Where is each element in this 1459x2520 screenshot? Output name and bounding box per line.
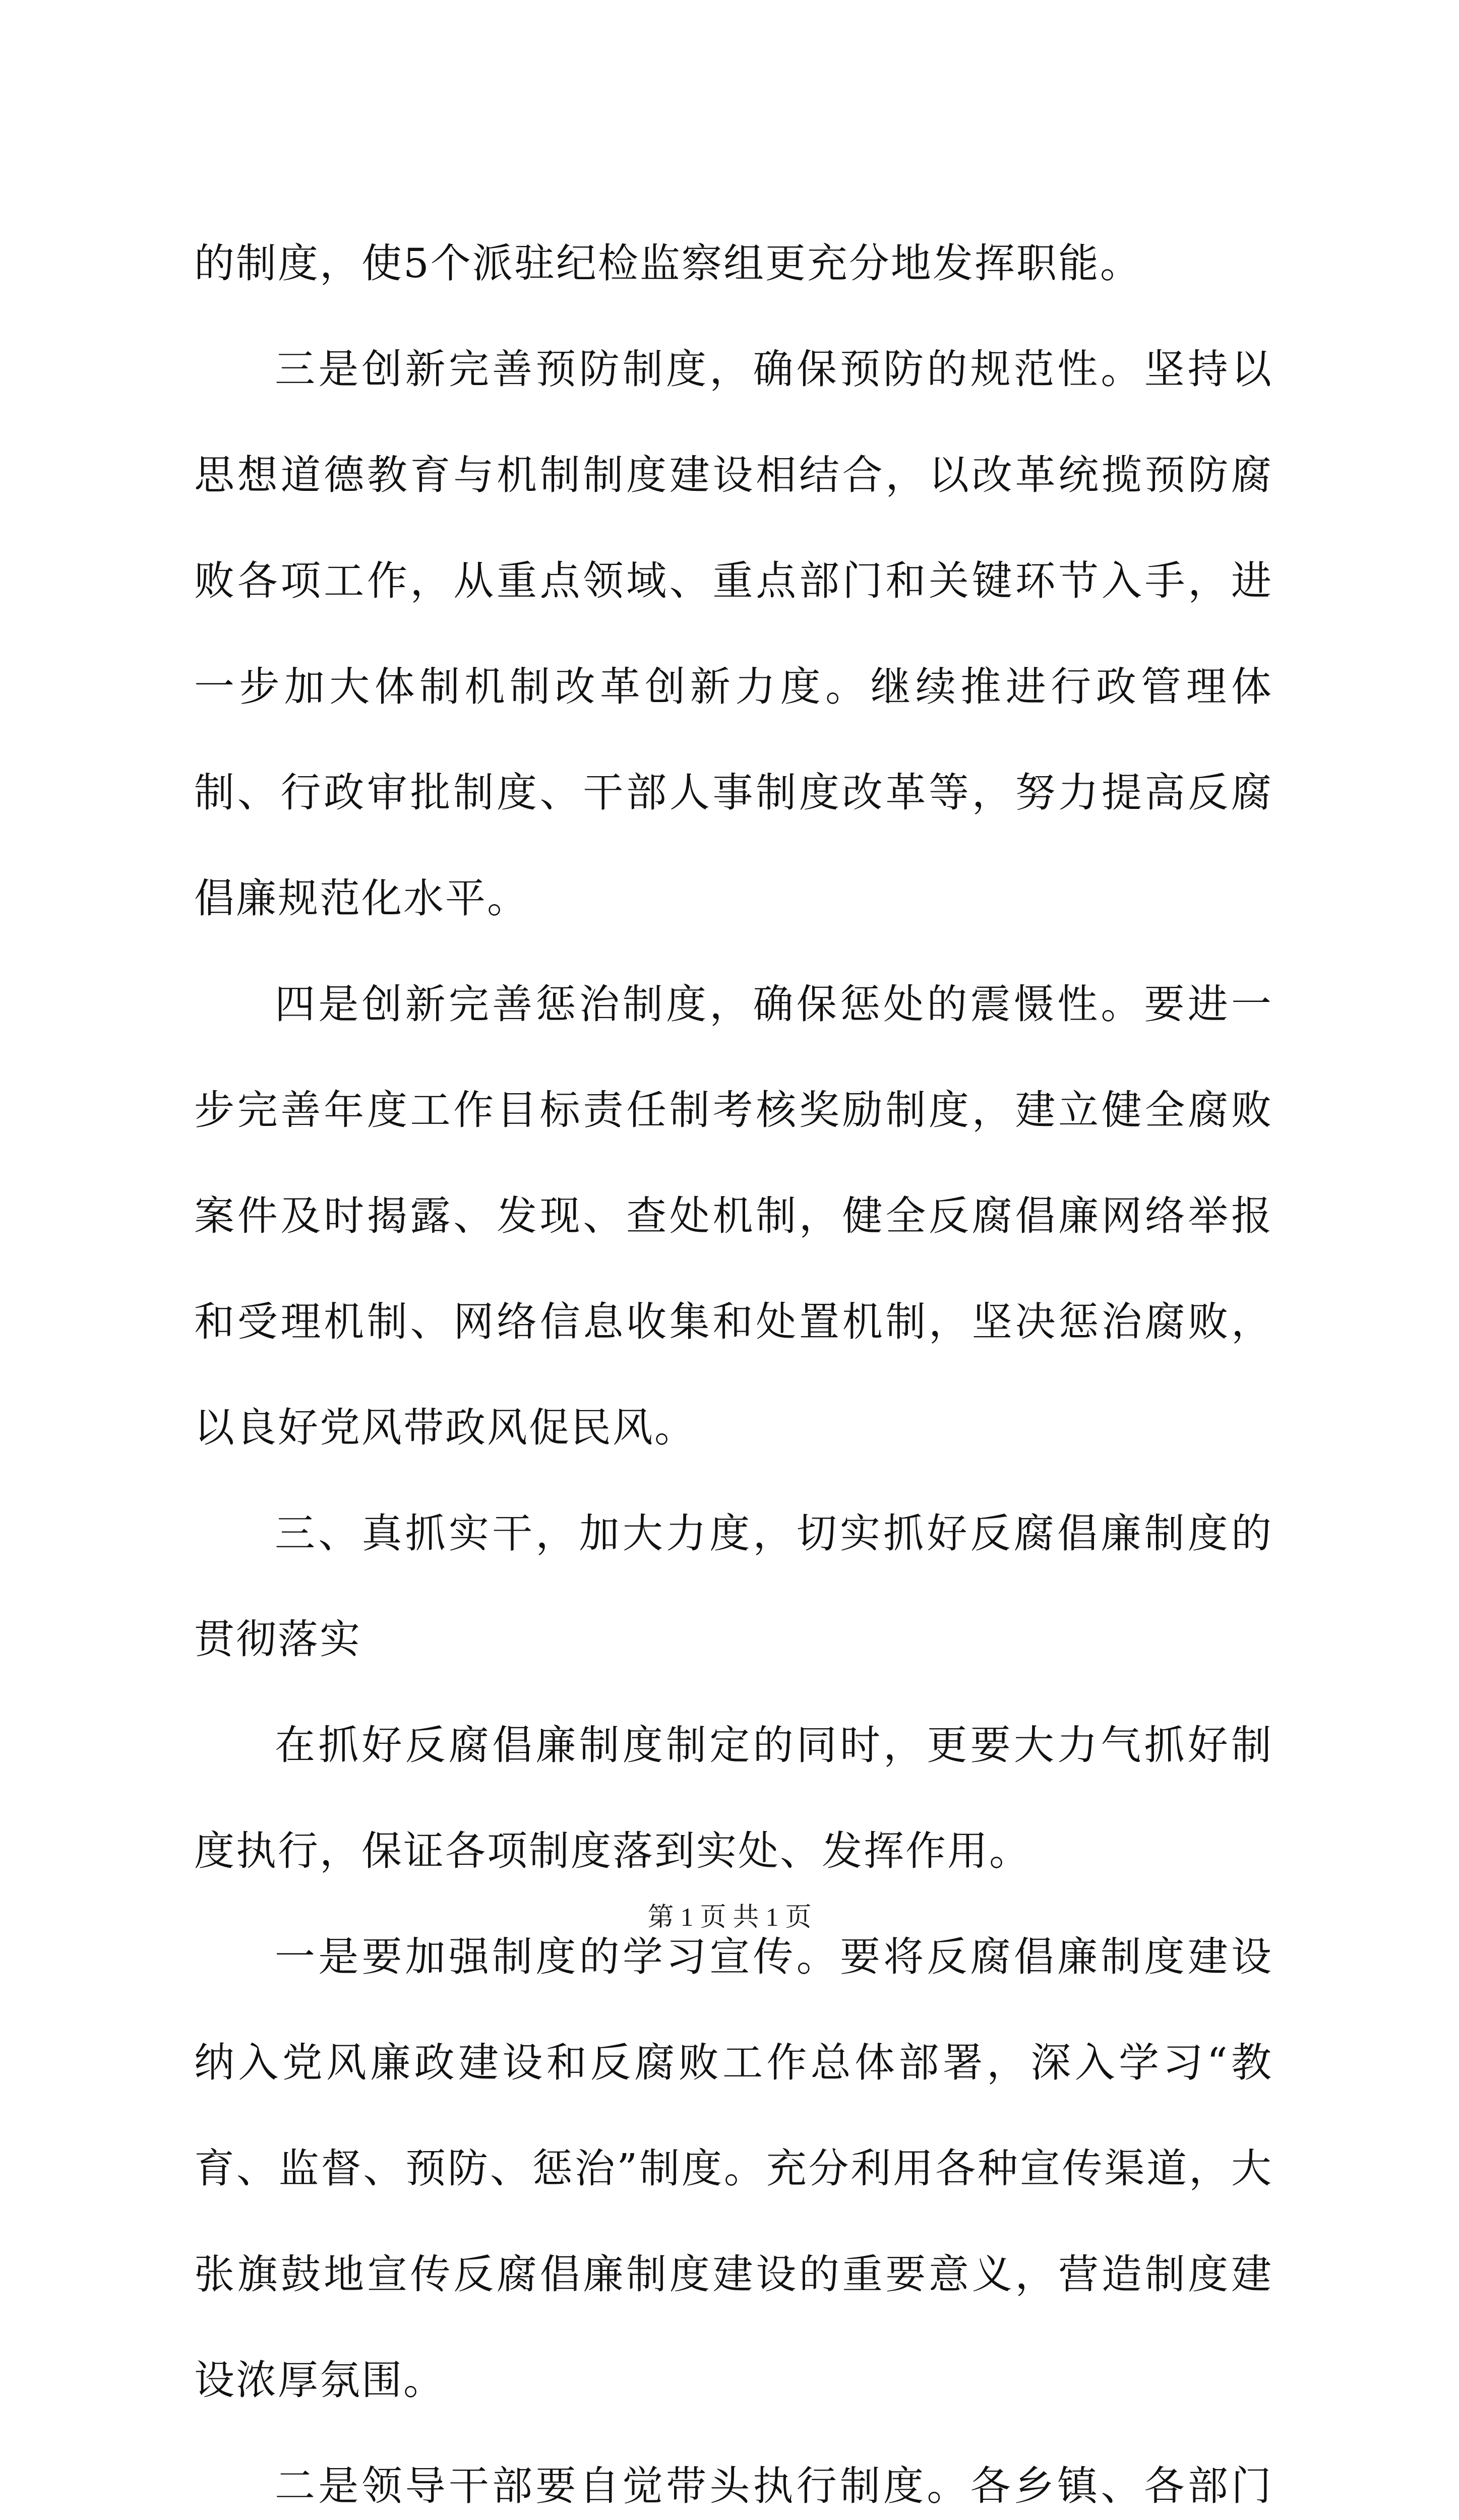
paragraph-2: 三是创新完善预防制度，确保预防的规范性。坚持以思想道德教育与机制制度建设相结合，以改革统揽预防腐败各项工作，从重点领域、重点部门和关键环节入手，进一步加大体制机制改革创新力度。继续推进行政管理体制、行政审批制度、干部人事制度改革等，努力提高反腐倡廉规范化水平。 [194, 346, 1273, 922]
paragraph-7: 二是领导干部要自觉带头执行制度。各乡镇、各部门 [275, 2463, 1273, 2509]
paragraph-3: 四是创新完善惩治制度，确保惩处的震慑性。要进一步完善年度工作目标责任制考核奖励制度，建立健全腐败案件及时揭露、发现、查处机制，健全反腐倡廉网络举报和受理机制、网络信息收集和处置机制，坚决惩治腐败，以良好党风带政风促民风。 [194, 981, 1273, 1451]
section-heading-3: 三、真抓实干，加大力度，切实抓好反腐倡廉制度的贯彻落实 [194, 1510, 1273, 1663]
paragraph-1: 的制度，使5个派驻纪检监察组更充分地发挥职能。 [194, 240, 1142, 287]
document-body [194, 211, 1273, 2520]
paragraph-5: 在抓好反腐倡廉制度制定的同时，更要大力气抓好制度执行，保证各项制度落到实处、发挥作用。 [194, 1722, 1273, 1874]
page-footer: 第 1 页 共 1 页 [647, 1903, 812, 1932]
paragraph-6: 一是要加强制度的学习宣传。要将反腐倡廉制度建设纳入党风廉政建设和反腐败工作总体部署，深入学习“教育、监督、预防、惩治”制度。充分利用各种宣传渠道，大张旗鼓地宣传反腐倡廉制度建设的重要意义，营造制度建设浓厚氛围。 [194, 1933, 1273, 2404]
